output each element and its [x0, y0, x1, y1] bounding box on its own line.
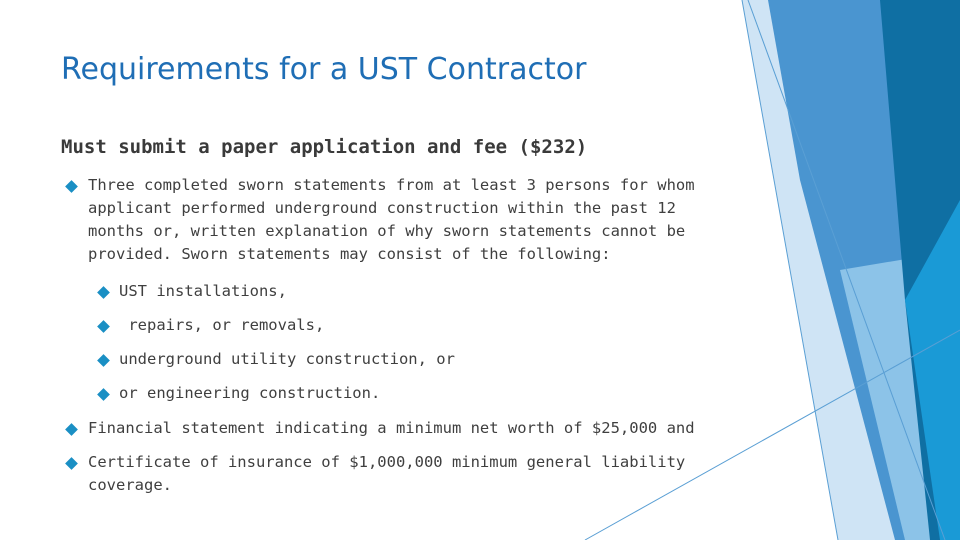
bullet-line: Financial statement indicating a minimum net worth of $25,000 and [88, 419, 695, 437]
bullet-line: applicant performed underground construction within the past 12 [88, 199, 676, 217]
bullet-line: or engineering construction. [119, 384, 381, 402]
slide-title: Requirements for a UST Contractor [61, 52, 587, 87]
bullet-line: Three completed sworn statements from at least 3 persons for whom [88, 176, 695, 194]
slide-subtitle: Must submit a paper application and fee ($232) [61, 136, 588, 158]
bullet-line: underground utility construction, or [119, 350, 455, 368]
bullet-line: UST installations, [119, 282, 287, 300]
bullet-line: provided. Sworn statements may consist of the following: [88, 245, 611, 263]
bullet-line: repairs, or removals, [119, 316, 325, 334]
bullet-line: coverage. [88, 476, 172, 494]
bullet-line: Certificate of insurance of $1,000,000 minimum general liability [88, 453, 686, 471]
bullet-line: months or, written explanation of why sworn statements cannot be [88, 222, 686, 240]
